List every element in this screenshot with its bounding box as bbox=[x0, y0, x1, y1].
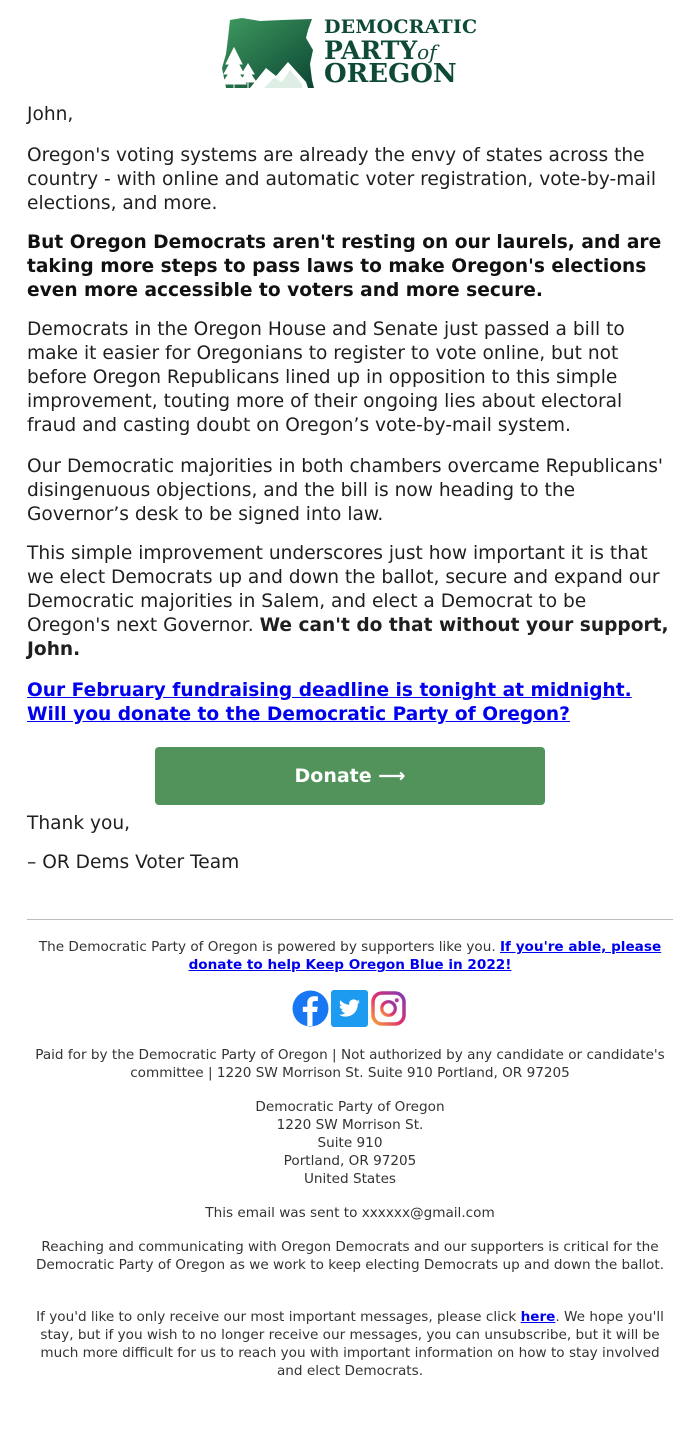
donate-button[interactable]: Donate ⟶ bbox=[155, 747, 545, 805]
closing bbox=[27, 812, 673, 836]
oregon-map-icon bbox=[220, 18, 320, 90]
logo-party-word: PARTY bbox=[324, 36, 418, 65]
paragraph-5-bold: We can't do that without your support, John. bbox=[27, 615, 669, 660]
instagram-icon[interactable] bbox=[370, 990, 407, 1027]
facebook-icon[interactable] bbox=[292, 990, 329, 1027]
closing-text: Thank you, bbox=[27, 813, 131, 834]
paragraph-5 bbox=[27, 542, 673, 662]
signature bbox=[27, 851, 673, 875]
footer-preferences bbox=[27, 1308, 673, 1380]
paragraph-2 bbox=[27, 231, 673, 303]
footer-powered-text: The Democratic Party of Oregon is powered by supporters like you. bbox=[38, 939, 496, 955]
fundraising-link-text bbox=[27, 679, 673, 727]
footer-paid-for: Paid for by the Democratic Party of Oregon | Not authorized by any candidate or candidate's committee | 1220 SW Morrison St. Suite 910 Portland, OR 97205 bbox=[35, 1047, 665, 1081]
fundraising-link[interactable] bbox=[27, 680, 632, 725]
paragraph-3-text: Democrats in the Oregon House and Senate just passed a bill to make it easier for Oregonians to register to vote online, but not before Oregon Republicans lined up in opposition to this simple improvement, touting more of their ongoing lies about electoral fraud and casting doubt on Oregon’s vote-by-mail system. bbox=[27, 319, 625, 436]
preferences-text-after: . We hope you'll stay, but if you wish to no longer receive our messages, you can unsubscribe, but it will be much more difficult for us to reach you with important information on how to stay involved and elect Democrats. bbox=[40, 1309, 664, 1379]
address-line: Portland, OR 97205 bbox=[283, 1153, 417, 1169]
greeting bbox=[27, 103, 673, 127]
logo-of-word: of bbox=[417, 40, 437, 64]
footer-powered bbox=[27, 938, 673, 974]
paragraph-4 bbox=[27, 455, 673, 527]
address-line: 1220 SW Morrison St. bbox=[276, 1117, 424, 1133]
footer-donate-link[interactable]: If you're able, please donate to help Keep Oregon Blue in 2022! bbox=[188, 939, 662, 973]
greeting-text: John, bbox=[27, 104, 74, 125]
paragraph-1-text: Oregon's voting systems are already the envy of states across the country - with online and automatic voter registration, vote-by-mail elections, and more. bbox=[27, 145, 657, 214]
footer-address bbox=[27, 1098, 673, 1188]
address-line: United States bbox=[303, 1171, 397, 1187]
paragraph-5-regular: This simple improvement underscores just how important it is that we elect Democrats up and down the ballot, secure and expand our Democratic majorities in Salem, and elect a Democrat to be Oregon's next Governor. bbox=[27, 543, 660, 636]
party-logo[interactable] bbox=[220, 16, 478, 90]
preferences-here-link[interactable]: here bbox=[520, 1309, 556, 1325]
footer-reaching: Reaching and communicating with Oregon Democrats and our supporters is critical for the Democratic Party of Oregon as we work to keep electing Democrats up and down the ballot. bbox=[35, 1239, 665, 1273]
preferences-text-before: If you'd like to only receive our most important messages, please click bbox=[36, 1309, 517, 1325]
signature-text: – OR Dems Voter Team bbox=[27, 852, 240, 873]
paragraph-2-text: But Oregon Democrats aren't resting on our laurels, and are taking more steps to pass laws to make Oregon's elections even more accessible to voters and more secure. bbox=[27, 232, 662, 301]
social-links bbox=[292, 990, 408, 1030]
paragraph-5-text bbox=[27, 542, 673, 662]
fundraising-link-line2: Will you donate to the Democratic Party of Oregon? bbox=[27, 704, 570, 725]
footer-sent-to: This email was sent to xxxxxx@gmail.com bbox=[205, 1205, 495, 1221]
address-line: Suite 910 bbox=[317, 1135, 383, 1151]
paragraph-1 bbox=[27, 144, 673, 216]
logo-text-democratic: DEMOCRATIC bbox=[324, 16, 478, 38]
fundraising-link-block bbox=[27, 679, 673, 727]
fundraising-link-line1: Our February fundraising deadline is tonight at midnight. bbox=[27, 680, 632, 701]
logo-text-oregon: OREGON bbox=[324, 59, 457, 89]
footer-divider bbox=[27, 919, 673, 920]
twitter-icon[interactable] bbox=[331, 990, 368, 1027]
paragraph-4-text: Our Democratic majorities in both chambers overcame Republicans' disingenuous objections, and the bill is now heading to the Governor’s desk to be signed into law. bbox=[27, 456, 664, 525]
paragraph-3 bbox=[27, 318, 673, 438]
address-line: Democratic Party of Oregon bbox=[255, 1099, 445, 1115]
